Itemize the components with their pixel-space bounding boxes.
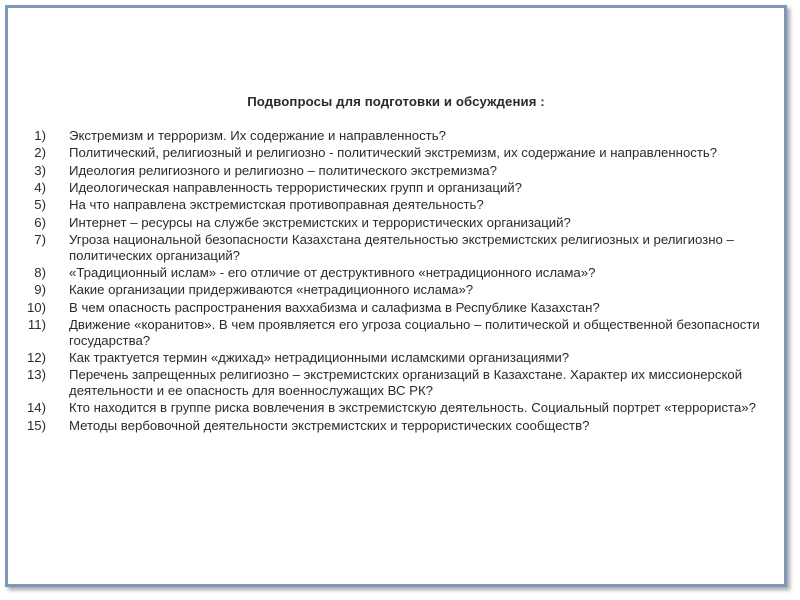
list-item-number: 9): [34, 282, 46, 298]
list-item: [22, 128, 782, 144]
list-item: [22, 215, 782, 231]
list-item: [22, 367, 782, 398]
list-item: [22, 400, 782, 416]
list-item-number: 11): [27, 317, 46, 333]
list-item-number: 14): [26, 400, 46, 416]
list-item: [22, 265, 782, 281]
list-item-number: 10): [26, 299, 46, 315]
list-item-number: 12): [26, 349, 46, 365]
list-item-text: Движение «коранитов». В чем проявляется его угроза социально – политической и общественной безопасности государства?: [69, 317, 760, 348]
list-item: [22, 145, 782, 161]
list-item-text: Идеологическая направленность террористических групп и организаций?: [69, 180, 522, 196]
slide-title: Подвопросы для подготовки и обсуждения :: [247, 94, 545, 109]
question-list: [22, 128, 782, 435]
list-item-number: 15): [26, 417, 46, 433]
list-item: [22, 163, 782, 179]
list-item-text: Политический, религиозный и религиозно - политический экстремизм, их содержание и направленность?: [69, 145, 718, 161]
list-item: [22, 418, 782, 434]
list-item: [22, 300, 782, 316]
list-item: [22, 317, 782, 348]
list-item-text: Перечень запрещенных религиозно – экстремистских организаций в Казахстане. Характер их миссионерской деятельности и ее опасность для военнослужащих ВС РК?: [69, 367, 743, 398]
list-item: [22, 180, 782, 196]
list-item-text: Экстремизм и терроризм. Их содержание и направленность?: [69, 128, 446, 143]
list-item-text: На что направлена экстремистская противоправная деятельность?: [69, 197, 484, 213]
list-item-number: 6): [34, 214, 46, 230]
list-item: [22, 350, 782, 366]
list-item-number: 3): [34, 162, 46, 178]
list-item-text: Методы вербовочной деятельности экстремистских и террористических сообществ?: [69, 417, 590, 433]
list-item-number: 8): [34, 265, 46, 280]
list-item-number: 2): [34, 145, 46, 161]
list-item-text: «Традиционный ислам» - его отличие от деструктивного «нетрадиционного ислама»?: [69, 265, 596, 280]
list-item-number: 13): [26, 367, 46, 383]
list-item-number: 5): [34, 197, 46, 213]
list-item: [22, 232, 782, 263]
list-item-text: Кто находится в группе риска вовлечения в экстремистскую деятельность. Социальный портрет «террориста»?: [69, 400, 756, 416]
list-item: [22, 282, 782, 298]
list-item-text: Как трактуется термин «джихад» нетрадиционными исламскими организациями?: [69, 349, 570, 365]
list-item-number: 7): [34, 232, 46, 248]
list-item-text: Интернет – ресурсы на службе экстремистских и террористических организаций?: [69, 214, 571, 230]
list-item-number: 1): [34, 128, 46, 143]
list-item-text: Угроза национальной безопасности Казахстана деятельностью экстремистских религиозных и религиозно – политических организаций?: [69, 232, 734, 263]
list-item: [22, 197, 782, 213]
list-item-text: Какие организации придерживаются «нетрадиционного ислама»?: [69, 282, 474, 298]
list-item-number: 4): [34, 180, 46, 196]
list-item-text: В чем опасность распространения ваххабизма и салафизма в Республике Казахстан?: [69, 299, 600, 315]
list-item-text: Идеология религиозного и религиозно – политического экстремизма?: [69, 162, 497, 178]
slide-frame: [5, 5, 787, 587]
